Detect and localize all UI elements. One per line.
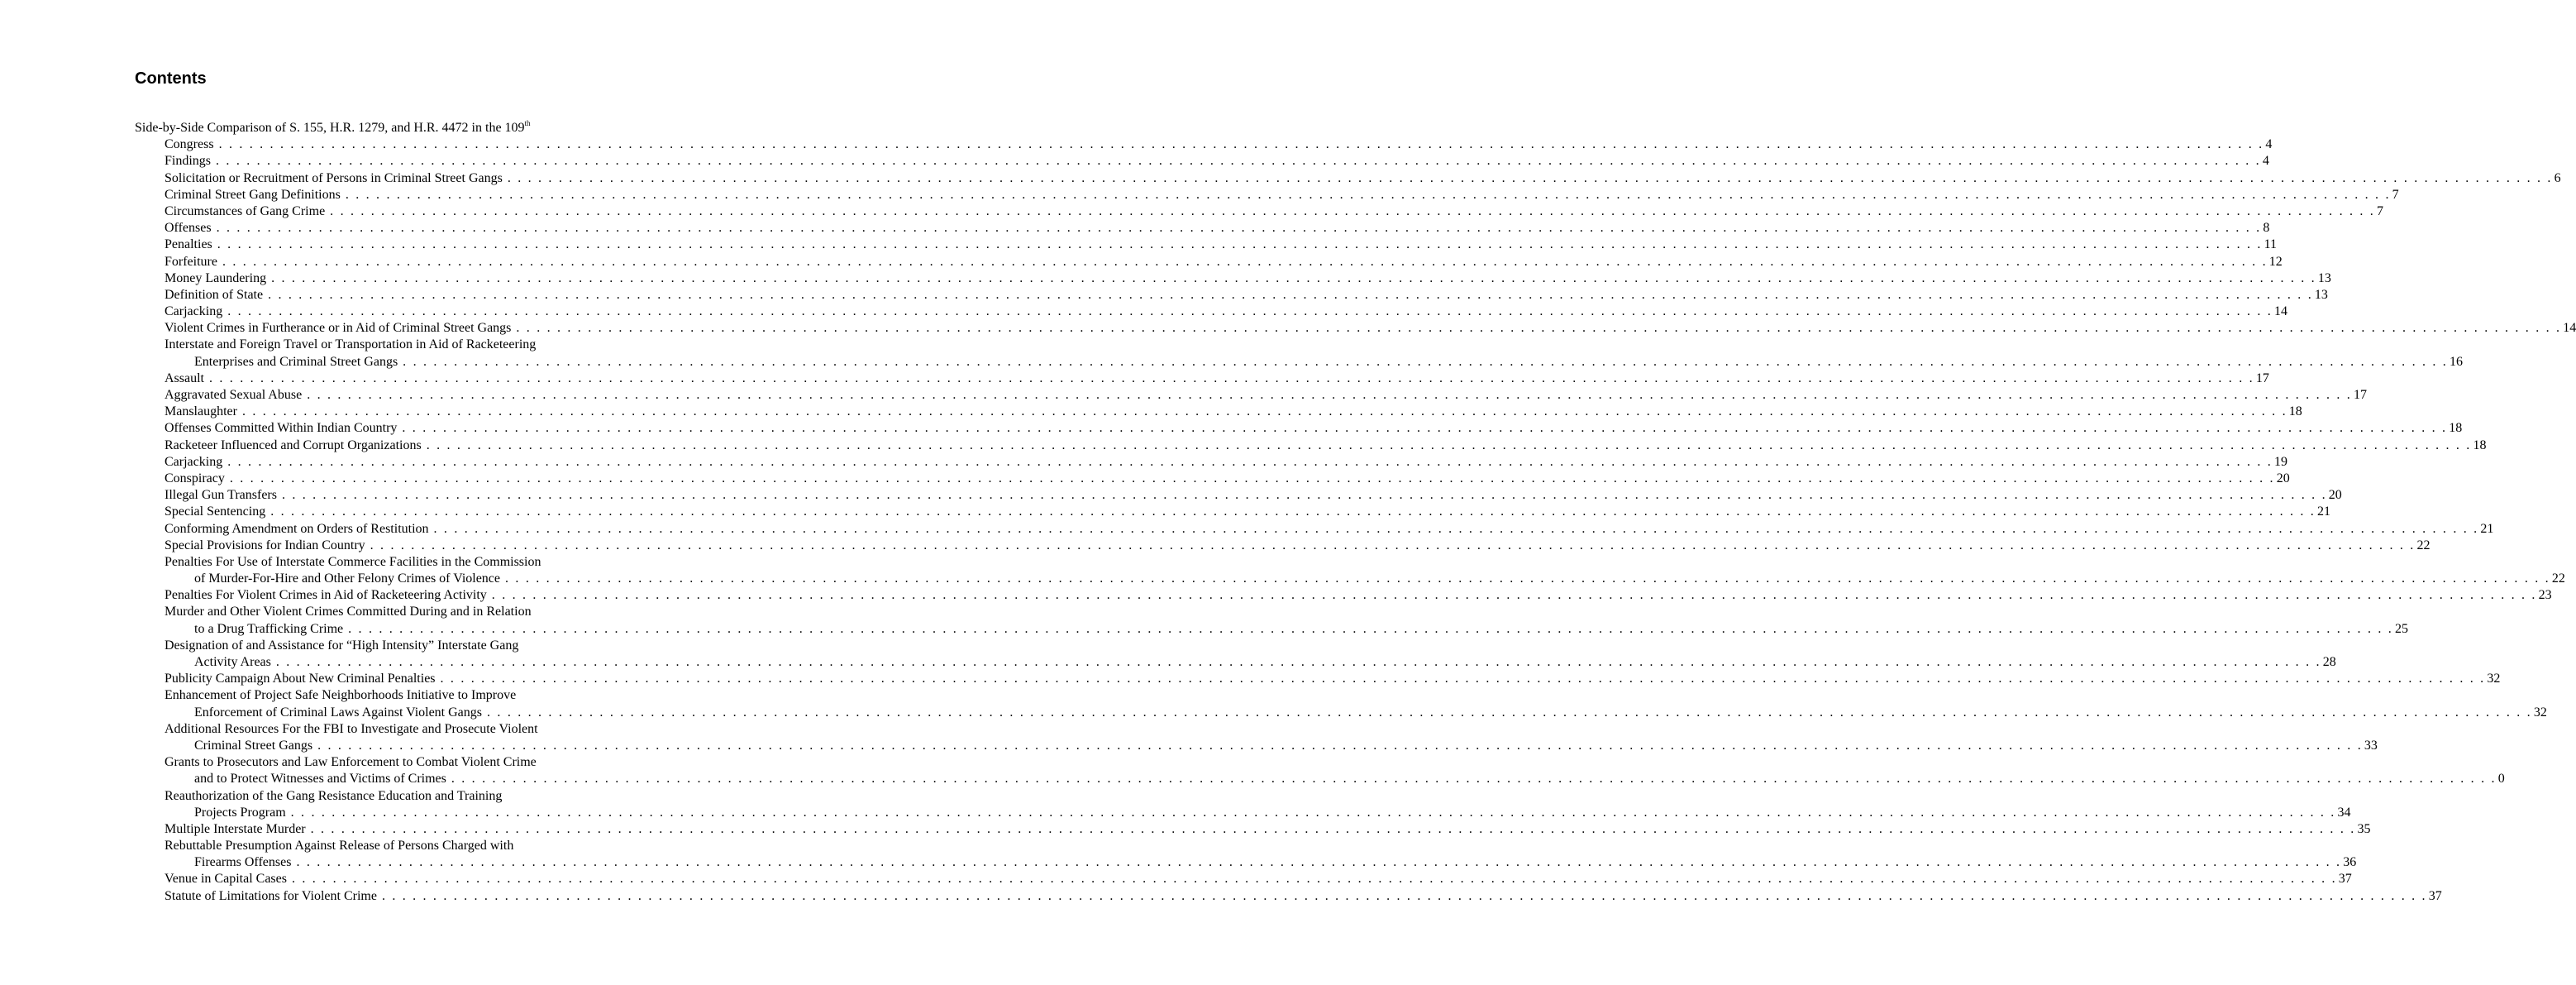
toc-entry-title: of Murder-For-Hire and Other Felony Crimes of Violence — [194, 571, 501, 586]
toc-entry — [135, 654, 2336, 671]
toc-dot-leader: . . . . . . . . . . . . . . . . . . . . . . . . . . . . . . . . . . . . . . . . . . . . . . . . . . . . . . . . . . . . . . . . . . . . . . . . . . . . . . . . . . . . . . . . . . . . . . . . . . . . . . . . . . . . . . . . . . . . . . . . . . . . . . . . . . . . . . . . . . . . . . . . . . . . . . . . . . . . . . . . . . . . . . . . . . . . . . . . . . . . . . . . . . . . . . . . . . . . . . . . — [227, 454, 2273, 469]
toc-entry-title: Definition of State — [165, 287, 264, 302]
toc-entry — [135, 420, 2463, 437]
toc-dot-leader: . . . . . . . . . . . . . . . . . . . . . . . . . . . . . . . . . . . . . . . . . . . . . . . . . . . . . . . . . . . . . . . . . . . . . . . . . . . . . . . . . . . . . . . . . . . . . . . . . . . . . . . . . . . . . . . . . . . . . . . . . . . . . . . . . . . . . . . . . . . . . . . . . . . . . . . . . . . . . . . . . . . . . . . . . . . . . . . . . . . . . . . . . . . . . . . . . . . . . . . . — [491, 588, 2537, 603]
toc-entry — [135, 320, 2576, 337]
toc-entry-title: Statute of Limitations for Violent Crime — [165, 888, 377, 903]
toc-entry-main-line2 — [135, 136, 2273, 153]
toc-entry — [135, 187, 2399, 203]
toc-entry-title: Grants to Prosecutors and Law Enforcement to Combat Violent Crime — [165, 755, 537, 770]
toc-page-number: 7 — [2376, 203, 2383, 218]
toc-page-number: 21 — [2317, 504, 2330, 519]
toc-entry-title: Publicity Campaign About New Criminal Penalties — [165, 672, 436, 686]
toc-dot-leader: . . . . . . . . . . . . . . . . . . . . . . . . . . . . . . . . . . . . . . . . . . . . . . . . . . . . . . . . . . . . . . . . . . . . . . . . . . . . . . . . . . . . . . . . . . . . . . . . . . . . . . . . . . . . . . . . . . . . . . . . . . . . . . . . . . . . . . . . . . . . . . . . . . . . . . . . . . . . . . . . . . . . . . . . . . . . . . . . . . . . . . . . . . . . . . . . . . . . . . . . — [426, 438, 2472, 452]
toc-entry-title: Forfeiture — [165, 254, 217, 269]
toc-entry-title: Multiple Interstate Murder — [165, 821, 306, 836]
toc-dot-leader: . . . . . . . . . . . . . . . . . . . . . . . . . . . . . . . . . . . . . . . . . . . . . . . . . . . . . . . . . . . . . . . . . . . . . . . . . . . . . . . . . . . . . . . . . . . . . . . . . . . . . . . . . . . . . . . . . . . . . . . . . . . . . . . . . . . . . . . . . . . . . . . . . . . . . . . . . . . . . . . . . . . . . . . . . . . . . . . . . . . . . . . . . . . . . . . . . . . . . . . . — [268, 287, 2313, 302]
toc-entry-title: Money Laundering — [165, 270, 267, 285]
toc-dot-leader: . . . . . . . . . . . . . . . . . . . . . . . . . . . . . . . . . . . . . . . . . . . . . . . . . . . . . . . . . . . . . . . . . . . . . . . . . . . . . . . . . . . . . . . . . . . . . . . . . . . . . . . . . . . . . . . . . . . . . . . . . . . . . . . . . . . . . . . . . . . . . . . . . . . . . . . . . . . . . . . . . . . . . . . . . . . . . . . . . . . . . . . . . . . . . . . . . . . . . . . . — [345, 187, 2391, 202]
toc-entry-title: Carjacking — [165, 454, 223, 469]
toc-entry — [135, 788, 627, 805]
toc-entry — [135, 571, 2565, 587]
toc-page-number: 32 — [2487, 672, 2501, 686]
toc-dot-leader: . . . . . . . . . . . . . . . . . . . . . . . . . . . . . . . . . . . . . . . . . . . . . . . . . . . . . . . . . . . . . . . . . . . . . . . . . . . . . . . . . . . . . . . . . . . . . . . . . . . . . . . . . . . . . . . . . . . . . . . . . . . . . . . . . . . . . . . . . . . . . . . . . . . . . . . . . . . . . . . . . . . . . . . . . . . . . . . . . . . . . . . . . . . . . . . . . . . . . . . . — [505, 571, 2550, 586]
toc-page-number: 14 — [2274, 304, 2288, 319]
toc-entry-title: Activity Areas — [194, 655, 271, 669]
toc-page-number: 13 — [2314, 287, 2328, 302]
toc-entry-title: Conspiracy — [165, 471, 225, 485]
toc-entry — [135, 638, 627, 654]
toc-entry — [135, 521, 2494, 538]
toc-entry-main-continuation: Congress — [165, 137, 214, 152]
toc-entry-title: Carjacking — [165, 304, 223, 319]
toc-entry-title: Special Sentencing — [165, 504, 266, 519]
toc-entry-title: Offenses — [165, 221, 212, 236]
toc-dot-leader: . . . . . . . . . . . . . . . . . . . . . . . . . . . . . . . . . . . . . . . . . . . . . . . . . . . . . . . . . . . . . . . . . . . . . . . . . . . . . . . . . . . . . . . . . . . . . . . . . . . . . . . . . . . . . . . . . . . . . . . . . . . . . . . . . . . . . . . . . . . . . . . . . . . . . . . . . . . . . . . . . . . . . . . . . . . . . . . . . . . . . . . . . . . . . . . . . . . . . . . . — [330, 203, 2375, 218]
toc-entry — [135, 354, 2463, 371]
toc-dot-leader: . . . . . . . . . . . . . . . . . . . . . . . . . . . . . . . . . . . . . . . . . . . . . . . . . . . . . . . . . . . . . . . . . . . . . . . . . . . . . . . . . . . . . . . . . . . . . . . . . . . . . . . . . . . . . . . . . . . . . . . . . . . . . . . . . . . . . . . . . . . . . . . . . . . . . . . . . . . . . . . . . . . . . . . . . . . . . . . . . . . . . . . . . . . . . . . . . . . . . . . . — [290, 805, 2336, 820]
toc-entry-title: Penalties For Violent Crimes in Aid of Racketeering Activity — [165, 588, 487, 603]
toc-entry-title: Manslaughter — [165, 404, 237, 419]
toc-entry-title: Projects Program — [194, 805, 286, 820]
toc-entry — [135, 854, 2357, 871]
toc-page-number: 25 — [2394, 621, 2408, 636]
toc-entry — [135, 821, 2371, 838]
toc-entry-title: Penalties For Use of Interstate Commerce Facilities in the Commission — [165, 554, 541, 569]
toc-dot-leader: . . . . . . . . . . . . . . . . . . . . . . . . . . . . . . . . . . . . . . . . . . . . . . . . . . . . . . . . . . . . . . . . . . . . . . . . . . . . . . . . . . . . . . . . . . . . . . . . . . . . . . . . . . . . . . . . . . . . . . . . . . . . . . . . . . . . . . . . . . . . . . . . . . . . . . . . . . . . . . . . . . . . . . . . . . . . . . . . . . . . . . . . . . . . . . . . . . . . . . . . — [307, 388, 2352, 402]
toc-entry — [135, 220, 2270, 237]
toc-entry — [135, 254, 2283, 270]
toc-page-number: 6 — [2554, 170, 2561, 185]
toc-entry — [135, 287, 2328, 304]
toc-page-number: 18 — [2449, 421, 2463, 436]
toc-page-number: 18 — [2288, 404, 2302, 419]
toc-page-number: 20 — [2328, 488, 2342, 503]
toc-dot-leader: . . . . . . . . . . . . . . . . . . . . . . . . . . . . . . . . . . . . . . . . . . . . . . . . . . . . . . . . . . . . . . . . . . . . . . . . . . . . . . . . . . . . . . . . . . . . . . . . . . . . . . . . . . . . . . . . . . . . . . . . . . . . . . . . . . . . . . . . . . . . . . . . . . . . . . . . . . . . . . . . . . . . . . . . . . . . . . . . . . . . . . . . . . . . . . . . . . . . . . . . — [291, 872, 2337, 887]
toc-entry-title: Illegal Gun Transfers — [165, 488, 277, 503]
toc-entry — [135, 170, 2561, 187]
toc-page-number: 12 — [2268, 254, 2283, 269]
toc-entry — [135, 487, 2342, 504]
toc-page-number: 17 — [2354, 388, 2367, 402]
toc-dot-leader: . . . . . . . . . . . . . . . . . . . . . . . . . . . . . . . . . . . . . . . . . . . . . . . . . . . . . . . . . . . . . . . . . . . . . . . . . . . . . . . . . . . . . . . . . . . . . . . . . . . . . . . . . . . . . . . . . . . . . . . . . . . . . . . . . . . . . . . . . . . . . . . . . . . . . . . . . . . . . . . . . . . . . . . . . . . . . . . . . . . . . . . . . . . . . . . . . . . . . . . . — [403, 354, 2448, 369]
toc-entry-title: Findings — [165, 154, 212, 169]
toc-dot-leader: . . . . . . . . . . . . . . . . . . . . . . . . . . . . . . . . . . . . . . . . . . . . . . . . . . . . . . . . . . . . . . . . . . . . . . . . . . . . . . . . . . . . . . . . . . . . . . . . . . . . . . . . . . . . . . . . . . . . . . . . . . . . . . . . . . . . . . . . . . . . . . . . . . . . . . . . . . . . . . . . . . . . . . . . . . . . . . . . . . . . . . . . . . . . . . . . . . . . . . . . — [402, 421, 2448, 436]
toc-dot-leader: . . . . . . . . . . . . . . . . . . . . . . . . . . . . . . . . . . . . . . . . . . . . . . . . . . . . . . . . . . . . . . . . . . . . . . . . . . . . . . . . . . . . . . . . . . . . . . . . . . . . . . . . . . . . . . . . . . . . . . . . . . . . . . . . . . . . . . . . . . . . . . . . . . . . . . . . . . . . . . . . . . . . . . . . . . . . . . . . . . . . . . . . . . . . . . . . . . . . . . . . — [241, 404, 2287, 419]
toc-dot-leader: . . . . . . . . . . . . . . . . . . . . . . . . . . . . . . . . . . . . . . . . . . . . . . . . . . . . . . . . . . . . . . . . . . . . . . . . . . . . . . . . . . . . . . . . . . . . . . . . . . . . . . . . . . . . . . . . . . . . . . . . . . . . . . . . . . . . . . . . . . . . . . . . . . . . . . . . . . . . . . . . . . . . . . . . . . . . . . . . . . . . . . . . . . . . . . . . . . . . . . . . — [281, 488, 2327, 503]
toc-entry — [135, 754, 627, 771]
toc-dot-leader: . . . . . . . . . . . . . . . . . . . . . . . . . . . . . . . . . . . . . . . . . . . . . . . . . . . . . . . . . . . . . . . . . . . . . . . . . . . . . . . . . . . . . . . . . . . . . . . . . . . . . . . . . . . . . . . . . . . . . . . . . . . . . . . . . . . . . . . . . . . . . . . . . . . . . . . . . . . . . . . . . . . . . . . . . . . . . . . . . . . . . . . . . . . . . . . . . . . . . . . . — [451, 772, 2497, 787]
toc-entry — [135, 153, 2269, 170]
toc-page-number: 19 — [2274, 454, 2288, 469]
toc-entry — [135, 705, 2547, 721]
toc-entry-title: Rebuttable Presumption Against Release of Persons Charged with — [165, 839, 514, 854]
toc-entry — [135, 721, 627, 738]
toc-dot-leader: . . . . . . . . . . . . . . . . . . . . . . . . . . . . . . . . . . . . . . . . . . . . . . . . . . . . . . . . . . . . . . . . . . . . . . . . . . . . . . . . . . . . . . . . . . . . . . . . . . . . . . . . . . . . . . . . . . . . . . . . . . . . . . . . . . . . . . . . . . . . . . . . . . . . . . . . . . . . . . . . . . . . . . . . . . . . . . . . . . . . . . . . . . . . . . . . . . . . . . . . — [296, 855, 2342, 870]
toc-entry-title: Solicitation or Recruitment of Persons in Criminal Street Gangs — [165, 170, 503, 185]
toc-dot-leader: . . . . . . . . . . . . . . . . . . . . . . . . . . . . . . . . . . . . . . . . . . . . . . . . . . . . . . . . . . . . . . . . . . . . . . . . . . . . . . . . . . . . . . . . . . . . . . . . . . . . . . . . . . . . . . . . . . . . . . . . . . . . . . . . . . . . . . . . . . . . . . . . . . . . . . . . . . . . . . . . . . . . . . . . . . . . . . . . . . . . . . . . . . . . . . . . . . . . . . . . — [317, 738, 2363, 753]
toc-entry-title: Penalties — [165, 237, 212, 252]
toc-entry — [135, 538, 2431, 554]
toc-entry-title: Venue in Capital Cases — [165, 872, 287, 887]
toc-page-number: 8 — [2263, 221, 2270, 236]
toc-page-number: 22 — [2551, 571, 2565, 586]
toc-entry-title: Conforming Amendment on Orders of Restitution — [165, 521, 429, 536]
toc-entry — [135, 471, 2290, 487]
toc-dot-leader: . . . . . . . . . . . . . . . . . . . . . . . . . . . . . . . . . . . . . . . . . . . . . . . . . . . . . . . . . . . . . . . . . . . . . . . . . . . . . . . . . . . . . . . . . . . . . . . . . . . . . . . . . . . . . . . . . . . . . . . . . . . . . . . . . . . . . . . . . . . . . . . . . . . . . . . . . . . . . . . . . . . . . . . . . . . . . . . . . . . . . . . . . . . . . . . . . . . . . . . . — [216, 154, 2261, 169]
toc-entry — [135, 237, 2277, 253]
toc-dot-leader: . . . . . . . . . . . . . . . . . . . . . . . . . . . . . . . . . . . . . . . . . . . . . . . . . . . . . . . . . . . . . . . . . . . . . . . . . . . . . . . . . . . . . . . . . . . . . . . . . . . . . . . . . . . . . . . . . . . . . . . . . . . . . . . . . . . . . . . . . . . . . . . . . . . . . . . . . . . . . . . . . . . . . . . . . . . . . . . . . . . . . . . . . . . . . . . . . . . . . . . . — [348, 621, 2393, 636]
toc-entry — [135, 404, 2302, 420]
toc-entry — [135, 871, 2352, 887]
toc-entry — [135, 504, 2330, 520]
toc-page-number: 4 — [2262, 154, 2269, 169]
toc-entry — [135, 454, 2288, 471]
toc-page-number: 21 — [2480, 521, 2494, 536]
toc-page-number: 16 — [2449, 354, 2463, 369]
toc-dot-leader: . . . . . . . . . . . . . . . . . . . . . . . . . . . . . . . . . . . . . . . . . . . . . . . . . . . . . . . . . . . . . . . . . . . . . . . . . . . . . . . . . . . . . . . . . . . . . . . . . . . . . . . . . . . . . . . . . . . . . . . . . . . . . . . . . . . . . . . . . . . . . . . . . . . . . . . . . . . . . . . . . . . . . . . . . . . . . . . . . . . . . . . . . . . . . . . . . . . . . . . . — [217, 237, 2263, 252]
toc-entry-main-text: Side-by-Side Comparison of S. 155, H.R. 1279, and H.R. 4472 in the 109 — [135, 121, 525, 135]
toc-entry-title: Additional Resources For the FBI to Investigate and Prosecute Violent — [165, 721, 538, 736]
toc-entry — [135, 838, 627, 854]
contents-heading: Contents — [135, 69, 207, 88]
toc-page-number: 0 — [2497, 772, 2505, 787]
toc-page-number: 23 — [2538, 588, 2552, 603]
toc-entry — [135, 387, 2367, 404]
toc-entry — [135, 738, 2378, 754]
toc-dot-leader: . . . . . . . . . . . . . . . . . . . . . . . . . . . . . . . . . . . . . . . . . . . . . . . . . . . . . . . . . . . . . . . . . . . . . . . . . . . . . . . . . . . . . . . . . . . . . . . . . . . . . . . . . . . . . . . . . . . . . . . . . . . . . . . . . . . . . . . . . . . . . . . . . . . . . . . . . . . . . . . . . . . . . . . . . . . . . . . . . . . . . . . . . . . . . . . . . . . . . . . . — [229, 471, 2275, 485]
toc-page-number: 20 — [2276, 471, 2290, 485]
toc-page-number: 28 — [2322, 655, 2336, 669]
toc-dot-leader: . . . . . . . . . . . . . . . . . . . . . . . . . . . . . . . . . . . . . . . . . . . . . . . . . . . . . . . . . . . . . . . . . . . . . . . . . . . . . . . . . . . . . . . . . . . . . . . . . . . . . . . . . . . . . . . . . . . . . . . . . . . . . . . . . . . . . . . . . . . . . . . . . . . . . . . . . . . . . . . . . . . . . . . . . . . . . . . . . . . . . . . . . . . . . . . . . . . . . . . . — [487, 705, 2532, 720]
toc-page-number: 34 — [2337, 805, 2351, 820]
toc-page-number: 33 — [2364, 738, 2378, 753]
toc-entry-main-superscript: th — [524, 119, 531, 127]
toc-entry-title: Designation of and Assistance for “High Intensity” Interstate Gang — [165, 638, 519, 653]
toc-dot-leader: . . . . . . . . . . . . . . . . . . . . . . . . . . . . . . . . . . . . . . . . . . . . . . . . . . . . . . . . . . . . . . . . . . . . . . . . . . . . . . . . . . . . . . . . . . . . . . . . . . . . . . . . . . . . . . . . . . . . . . . . . . . . . . . . . . . . . . . . . . . . . . . . . . . . . . . . . . . . . . . . . . . . . . . . . . . . . . . . . . . . . . . . . . . . . . . . . . . . . . . . — [218, 137, 2264, 152]
toc-page-number: 4 — [2265, 137, 2273, 152]
toc-entry-title: Reauthorization of the Gang Resistance Education and Training — [165, 788, 503, 803]
toc-entry-title: Assault — [165, 371, 204, 385]
toc-dot-leader: . . . . . . . . . . . . . . . . . . . . . . . . . . . . . . . . . . . . . . . . . . . . . . . . . . . . . . . . . . . . . . . . . . . . . . . . . . . . . . . . . . . . . . . . . . . . . . . . . . . . . . . . . . . . . . . . . . . . . . . . . . . . . . . . . . . . . . . . . . . . . . . . . . . . . . . . . . . . . . . . . . . . . . . . . . . . . . . . . . . . . . . . . . . . . . . . . . . . . . . . — [440, 672, 2486, 686]
toc-entry — [135, 304, 2288, 320]
toc-entry — [135, 805, 2351, 821]
toc-entry-title: to a Drug Trafficking Crime — [194, 621, 344, 636]
table-of-contents — [135, 119, 2576, 905]
toc-entry — [135, 687, 627, 704]
toc-entry-title: Firearms Offenses — [194, 855, 292, 870]
toc-entry — [135, 771, 2505, 787]
toc-page-number: 37 — [2338, 872, 2352, 887]
toc-entry-title: Enforcement of Criminal Laws Against Violent Gangs — [194, 705, 483, 720]
toc-dot-leader: . . . . . . . . . . . . . . . . . . . . . . . . . . . . . . . . . . . . . . . . . . . . . . . . . . . . . . . . . . . . . . . . . . . . . . . . . . . . . . . . . . . . . . . . . . . . . . . . . . . . . . . . . . . . . . . . . . . . . . . . . . . . . . . . . . . . . . . . . . . . . . . . . . . . . . . . . . . . . . . . . . . . . . . . . . . . . . . . . . . . . . . . . . . . . . . . . . . . . . . . — [270, 504, 2316, 519]
toc-entry-title: Violent Crimes in Furtherance or in Aid of Criminal Street Gangs — [165, 321, 512, 336]
toc-dot-leader: . . . . . . . . . . . . . . . . . . . . . . . . . . . . . . . . . . . . . . . . . . . . . . . . . . . . . . . . . . . . . . . . . . . . . . . . . . . . . . . . . . . . . . . . . . . . . . . . . . . . . . . . . . . . . . . . . . . . . . . . . . . . . . . . . . . . . . . . . . . . . . . . . . . . . . . . . . . . . . . . . . . . . . . . . . . . . . . . . . . . . . . . . . . . . . . . . . . . . . . . — [271, 270, 2316, 285]
toc-page-number: 17 — [2255, 371, 2269, 385]
toc-dot-leader: . . . . . . . . . . . . . . . . . . . . . . . . . . . . . . . . . . . . . . . . . . . . . . . . . . . . . . . . . . . . . . . . . . . . . . . . . . . . . . . . . . . . . . . . . . . . . . . . . . . . . . . . . . . . . . . . . . . . . . . . . . . . . . . . . . . . . . . . . . . . . . . . . . . . . . . . . . . . . . . . . . . . . . . . . . . . . . . . . . . . . . . . . . . . . . . . . . . . . . . . — [275, 655, 2321, 669]
toc-entry — [135, 371, 2269, 387]
toc-entry — [135, 671, 2501, 687]
toc-entry — [135, 621, 2408, 638]
toc-entry-title: Special Provisions for Indian Country — [165, 538, 365, 552]
toc-entry-title: Criminal Street Gangs — [194, 738, 313, 753]
toc-dot-leader: . . . . . . . . . . . . . . . . . . . . . . . . . . . . . . . . . . . . . . . . . . . . . . . . . . . . . . . . . . . . . . . . . . . . . . . . . . . . . . . . . . . . . . . . . . . . . . . . . . . . . . . . . . . . . . . . . . . . . . . . . . . . . . . . . . . . . . . . . . . . . . . . . . . . . . . . . . . . . . . . . . . . . . . . . . . . . . . . . . . . . . . . . . . . . . . . . . . . . . . . — [516, 321, 2562, 336]
toc-entry-title: Enhancement of Project Safe Neighborhoods Initiative to Improve — [165, 688, 517, 703]
toc-entry-title: Murder and Other Violent Crimes Committed During and in Relation — [165, 605, 532, 619]
toc-entry — [135, 337, 627, 353]
toc-entry — [135, 554, 627, 571]
toc-dot-leader: . . . . . . . . . . . . . . . . . . . . . . . . . . . . . . . . . . . . . . . . . . . . . . . . . . . . . . . . . . . . . . . . . . . . . . . . . . . . . . . . . . . . . . . . . . . . . . . . . . . . . . . . . . . . . . . . . . . . . . . . . . . . . . . . . . . . . . . . . . . . . . . . . . . . . . . . . . . . . . . . . . . . . . . . . . . . . . . . . . . . . . . . . . . . . . . . . . . . . . . . — [507, 170, 2553, 185]
toc-dot-leader: . . . . . . . . . . . . . . . . . . . . . . . . . . . . . . . . . . . . . . . . . . . . . . . . . . . . . . . . . . . . . . . . . . . . . . . . . . . . . . . . . . . . . . . . . . . . . . . . . . . . . . . . . . . . . . . . . . . . . . . . . . . . . . . . . . . . . . . . . . . . . . . . . . . . . . . . . . . . . . . . . . . . . . . . . . . . . . . . . . . . . . . . . . . . . . . . . . . . . . . . — [216, 221, 2262, 236]
toc-entry — [135, 270, 2331, 287]
toc-entry — [135, 203, 2383, 220]
toc-entry-title: Aggravated Sexual Abuse — [165, 388, 303, 402]
toc-entry-title: Circumstances of Gang Crime — [165, 203, 326, 218]
toc-page-number: 7 — [2392, 187, 2399, 202]
toc-page-number: 11 — [2264, 237, 2277, 252]
toc-page-number: 36 — [2343, 855, 2357, 870]
toc-entry — [135, 587, 2552, 604]
toc-entry-title: Interstate and Foreign Travel or Transportation in Aid of Racketeering — [165, 337, 537, 352]
toc-entry — [135, 888, 2442, 905]
toc-entry-main-line1 — [135, 120, 627, 136]
toc-entry — [135, 604, 627, 620]
toc-page-number: 14 — [2563, 321, 2576, 336]
toc-entry-title: Racketeer Influenced and Corrupt Organizations — [165, 438, 422, 452]
toc-page-number: 32 — [2533, 705, 2547, 720]
toc-dot-leader: . . . . . . . . . . . . . . . . . . . . . . . . . . . . . . . . . . . . . . . . . . . . . . . . . . . . . . . . . . . . . . . . . . . . . . . . . . . . . . . . . . . . . . . . . . . . . . . . . . . . . . . . . . . . . . . . . . . . . . . . . . . . . . . . . . . . . . . . . . . . . . . . . . . . . . . . . . . . . . . . . . . . . . . . . . . . . . . . . . . . . . . . . . . . . . . . . . . . . . . . — [381, 888, 2427, 903]
toc-page-number: 37 — [2428, 888, 2442, 903]
toc-dot-leader: . . . . . . . . . . . . . . . . . . . . . . . . . . . . . . . . . . . . . . . . . . . . . . . . . . . . . . . . . . . . . . . . . . . . . . . . . . . . . . . . . . . . . . . . . . . . . . . . . . . . . . . . . . . . . . . . . . . . . . . . . . . . . . . . . . . . . . . . . . . . . . . . . . . . . . . . . . . . . . . . . . . . . . . . . . . . . . . . . . . . . . . . . . . . . . . . . . . . . . . . — [433, 521, 2479, 536]
toc-dot-leader: . . . . . . . . . . . . . . . . . . . . . . . . . . . . . . . . . . . . . . . . . . . . . . . . . . . . . . . . . . . . . . . . . . . . . . . . . . . . . . . . . . . . . . . . . . . . . . . . . . . . . . . . . . . . . . . . . . . . . . . . . . . . . . . . . . . . . . . . . . . . . . . . . . . . . . . . . . . . . . . . . . . . . . . . . . . . . . . . . . . . . . . . . . . . . . . . . . . . . . . . — [227, 304, 2273, 319]
toc-dot-leader: . . . . . . . . . . . . . . . . . . . . . . . . . . . . . . . . . . . . . . . . . . . . . . . . . . . . . . . . . . . . . . . . . . . . . . . . . . . . . . . . . . . . . . . . . . . . . . . . . . . . . . . . . . . . . . . . . . . . . . . . . . . . . . . . . . . . . . . . . . . . . . . . . . . . . . . . . . . . . . . . . . . . . . . . . . . . . . . . . . . . . . . . . . . . . . . . . . . . . . . . — [370, 538, 2416, 552]
toc-page-number: 18 — [2473, 438, 2487, 452]
toc-dot-leader: . . . . . . . . . . . . . . . . . . . . . . . . . . . . . . . . . . . . . . . . . . . . . . . . . . . . . . . . . . . . . . . . . . . . . . . . . . . . . . . . . . . . . . . . . . . . . . . . . . . . . . . . . . . . . . . . . . . . . . . . . . . . . . . . . . . . . . . . . . . . . . . . . . . . . . . . . . . . . . . . . . . . . . . . . . . . . . . . . . . . . . . . . . . . . . . . . . . . . . . . — [222, 254, 2268, 269]
toc-entry-title: and to Protect Witnesses and Victims of Crimes — [194, 772, 446, 787]
toc-entry-title: Offenses Committed Within Indian Country — [165, 421, 398, 436]
toc-page-number: 13 — [2317, 270, 2331, 285]
toc-dot-leader: . . . . . . . . . . . . . . . . . . . . . . . . . . . . . . . . . . . . . . . . . . . . . . . . . . . . . . . . . . . . . . . . . . . . . . . . . . . . . . . . . . . . . . . . . . . . . . . . . . . . . . . . . . . . . . . . . . . . . . . . . . . . . . . . . . . . . . . . . . . . . . . . . . . . . . . . . . . . . . . . . . . . . . . . . . . . . . . . . . . . . . . . . . . . . . . . . . . . . . . . — [209, 371, 2254, 385]
toc-dot-leader: . . . . . . . . . . . . . . . . . . . . . . . . . . . . . . . . . . . . . . . . . . . . . . . . . . . . . . . . . . . . . . . . . . . . . . . . . . . . . . . . . . . . . . . . . . . . . . . . . . . . . . . . . . . . . . . . . . . . . . . . . . . . . . . . . . . . . . . . . . . . . . . . . . . . . . . . . . . . . . . . . . . . . . . . . . . . . . . . . . . . . . . . . . . . . . . . . . . . . . . . — [310, 821, 2356, 836]
toc-page-number: 35 — [2357, 821, 2371, 836]
toc-entry-title: Enterprises and Criminal Street Gangs — [194, 354, 398, 369]
toc-entry — [135, 438, 2487, 454]
toc-page-number: 22 — [2416, 538, 2431, 552]
toc-entry-title: Criminal Street Gang Definitions — [165, 187, 341, 202]
